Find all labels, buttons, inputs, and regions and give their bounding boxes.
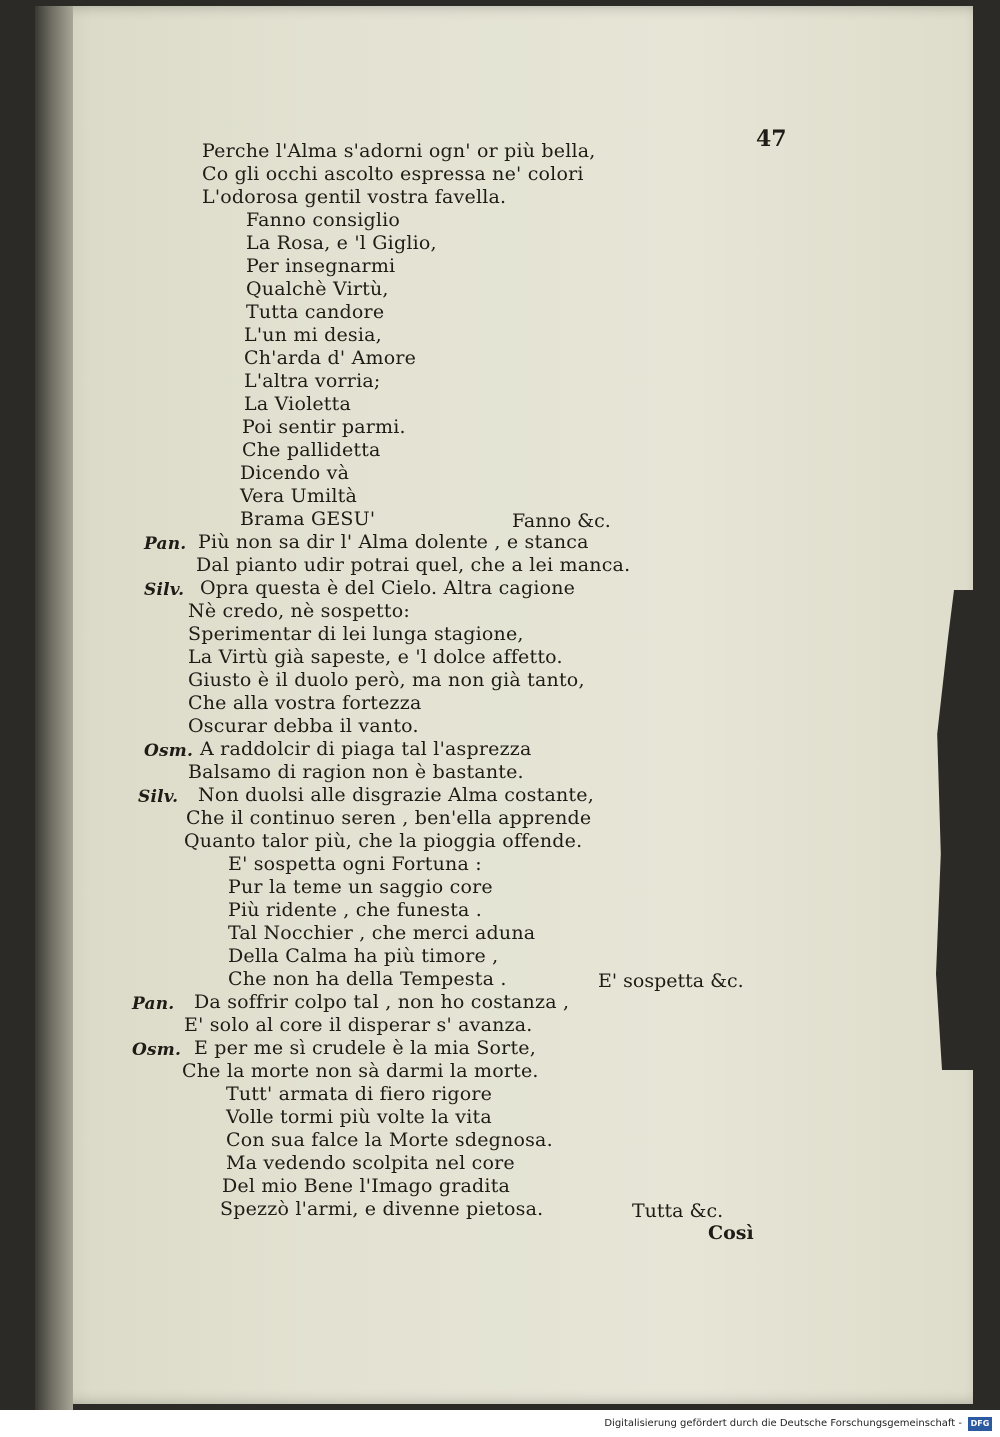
text-line: Dicendo và [240,462,350,484]
text-line: Più ridente , che funesta . [228,899,483,921]
text-line: Tutta candore [246,301,385,323]
text-line: L'odorosa gentil vostra favella. [202,186,507,208]
text-line: Qualchè Virtù, [246,278,389,300]
text-line: Opra questa è del Cielo. Altra cagione [200,577,576,599]
footer-credit: Digitalisierung gefördert durch die Deutsche Forschungsgemeinschaft - [604,1418,962,1429]
text-line: Ma vedendo scolpita nel core [226,1152,515,1174]
dfg-logo-icon: DFG [968,1417,992,1431]
text-line: L'altra vorria; [244,370,381,392]
text-line: A raddolcir di piaga tal l'asprezza [200,738,532,760]
text-line: Oscurar debba il vanto. [188,715,419,737]
text-line: Sperimentar di lei lunga stagione, [188,623,524,645]
text-line: Spezzò l'armi, e divenne pietosa. [220,1198,544,1220]
text-line: Poi sentir parmi. [242,416,406,438]
text-line: Non duolsi alle disgrazie Alma costante, [198,784,594,806]
speaker-label: Pan. [132,994,175,1014]
text-line: Brama GESU' [240,508,376,530]
text-line: Balsamo di ragion non è bastante. [188,761,524,783]
text-line: E' solo al core il disperar s' avanza. [184,1014,533,1036]
text-line: Pur la teme un saggio core [228,876,493,898]
text-line: Perche l'Alma s'adorni ogn' or più bella, [202,140,596,162]
page-number: 47 [756,126,787,152]
footer-bar [0,1410,1000,1437]
text-line: Volle tormi più volte la vita [226,1106,492,1128]
speaker-label: Osm. [132,1040,182,1060]
text-line: Del mio Bene l'Imago gradita [222,1175,511,1197]
text-line: Nè credo, nè sospetto: [188,600,410,622]
text-line: Tal Nocchier , che merci aduna [228,922,536,944]
text-line: Co gli occhi ascolto espressa ne' colori [202,163,584,185]
speaker-label: Pan. [144,534,187,554]
text-line: E per me sì crudele è la mia Sorte, [194,1037,536,1059]
text-line: Che pallidetta [242,439,381,461]
text-line: Della Calma ha più timore , [228,945,499,967]
catchword: Così [708,1222,754,1244]
text-line: Dal pianto udir potrai quel, che a lei manca. [196,554,631,576]
refrain-cue: Fanno &c. [512,510,611,532]
text-line: Quanto talor più, che la pioggia offende. [184,830,583,852]
refrain-cue: E' sospetta &c. [598,970,744,992]
speaker-label: Silv. [138,787,179,807]
text-line: Fanno consiglio [246,209,401,231]
speaker-label: Osm. [144,741,194,761]
text-line: La Violetta [244,393,352,415]
text-line: Ch'arda d' Amore [244,347,417,369]
refrain-cue: Tutta &c. [632,1200,724,1222]
text-line: Che il continuo seren , ben'ella apprende [186,807,592,829]
text-line: Che non ha della Tempesta . [228,968,507,990]
text-line: Per insegnarmi [246,255,396,277]
text-line: Che la morte non sà darmi la morte. [182,1060,539,1082]
text-line: E' sospetta ogni Fortuna : [228,853,482,875]
text-line: La Virtù già sapeste, e 'l dolce affetto. [188,646,563,668]
text-line: Più non sa dir l' Alma dolente , e stanca [198,531,589,553]
text-line: La Rosa, e 'l Giglio, [246,232,437,254]
text-line: Con sua falce la Morte sdegnosa. [226,1129,553,1151]
text-line: Che alla vostra fortezza [188,692,422,714]
speaker-label: Silv. [144,580,185,600]
text-line: Vera Umiltà [240,485,358,507]
text-line: Giusto è il duolo però, ma non già tanto, [188,669,585,691]
text-line: Tutt' armata di fiero rigore [226,1083,493,1105]
text-line: L'un mi desia, [244,324,382,346]
book-gutter [35,6,73,1416]
text-line: Da soffrir colpo tal , non ho costanza , [194,991,570,1013]
